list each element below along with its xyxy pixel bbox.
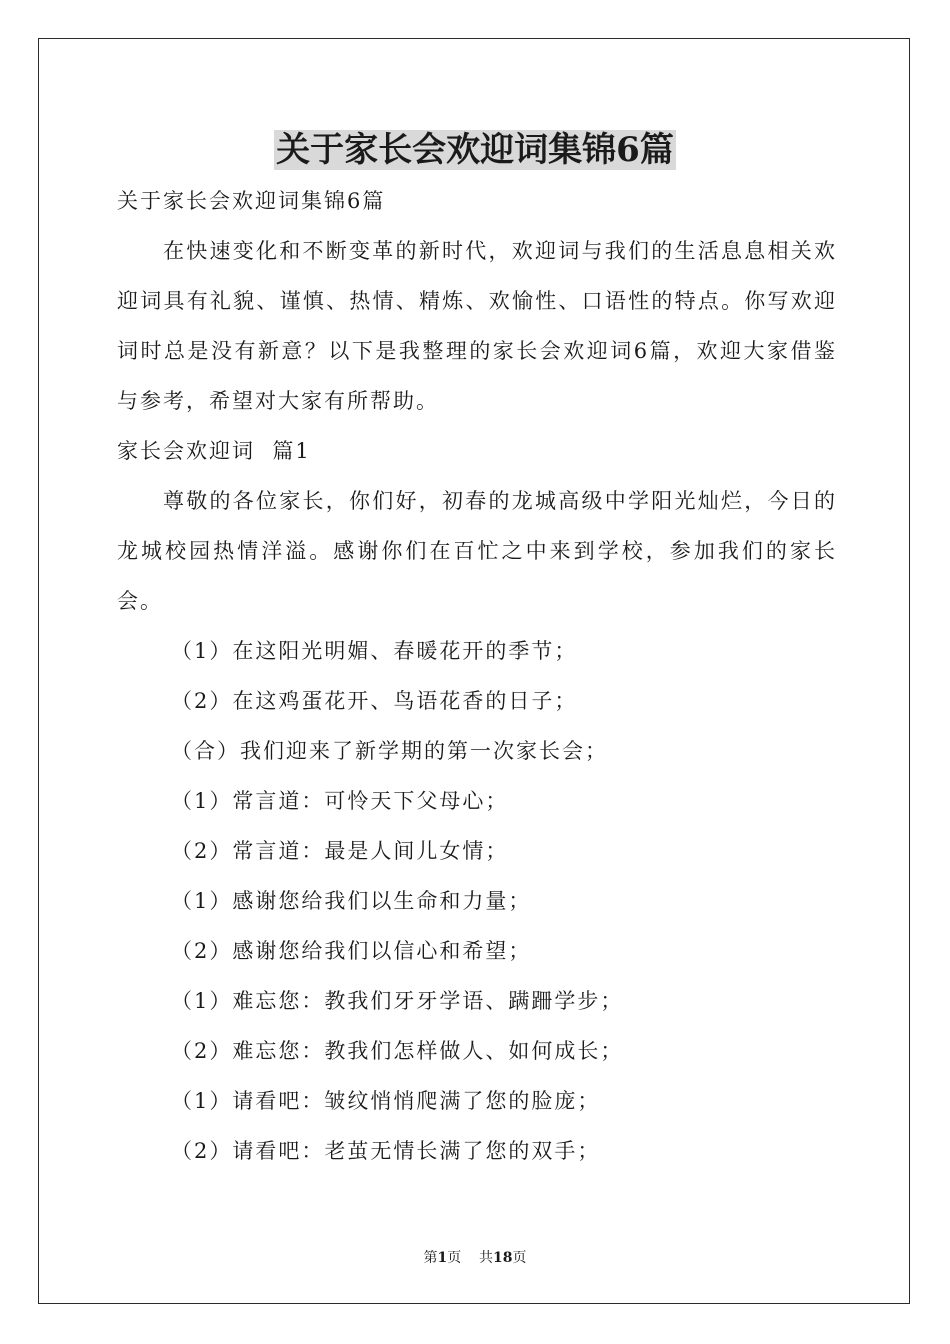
list-item: （2）难忘您：教我们怎样做人、如何成长； (171, 1039, 624, 1063)
total-prefix: 共 (479, 1250, 494, 1266)
total-pages: 18 (493, 1250, 513, 1266)
list-item: （1）常言道：可怜天下父母心； (171, 789, 509, 813)
list-item: （1）感谢您给我们以生命和力量； (171, 889, 532, 913)
page-number: 1 (437, 1250, 448, 1266)
document-body (117, 176, 837, 1176)
intro-paragraph: 在快速变化和不断变革的新时代，欢迎词与我们的生活息息相关欢迎词具有礼貌、谨慎、热情、精炼、欢愉性、口语性的特点。你写欢迎词时总是没有新意？以下是我整理的家长会欢迎词6篇，欢迎大家借鉴与参考，希望对大家有所帮助。 (117, 239, 837, 413)
page-prefix: 第 (423, 1250, 438, 1266)
section-heading: 家长会欢迎词 篇1 (117, 439, 311, 463)
document-title (0, 128, 950, 172)
document-subtitle: 关于家长会欢迎词集锦6篇 (117, 189, 386, 213)
list-item: （2）在这鸡蛋花开、鸟语花香的日子； (171, 689, 578, 713)
list-item: （2）感谢您给我们以信心和希望； (171, 939, 532, 963)
page-footer (0, 1248, 950, 1268)
total-suffix: 页 (512, 1250, 527, 1266)
list-item: （1）请看吧：皱纹悄悄爬满了您的脸庞； (171, 1089, 601, 1113)
list-item: （1）在这阳光明媚、春暖花开的季节； (171, 639, 578, 663)
list-item: （合）我们迎来了新学期的第一次家长会； (171, 739, 608, 763)
list-item: （2）常言道：最是人间儿女情； (171, 839, 509, 863)
document-title-text: 关于家长会欢迎词集锦6篇 (276, 130, 674, 170)
list-item: （2）请看吧：老茧无情长满了您的双手； (171, 1139, 601, 1163)
list-item: （1）难忘您：教我们牙牙学语、蹒跚学步； (171, 989, 624, 1013)
page-suffix: 页 (447, 1250, 462, 1266)
section-paragraph: 尊敬的各位家长，你们好，初春的龙城高级中学阳光灿烂，今日的龙城校园热情洋溢。感谢你们在百忙之中来到学校，参加我们的家长会。 (117, 489, 837, 613)
